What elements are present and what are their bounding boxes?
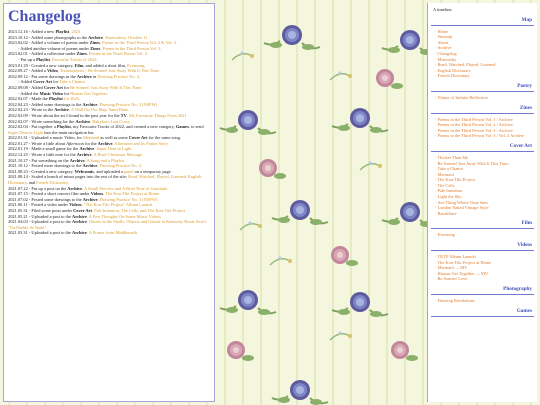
section-divider (431, 228, 534, 229)
entry-link[interactable]: , Pale Imitation, The Cells, and The Kon-Tiki Project. (91, 208, 187, 213)
sidebar-nav-link[interactable]: · Baudelaire (435, 210, 457, 216)
sidebar-nav-link[interactable]: · Take a Chance (435, 166, 464, 172)
changelog-entry (8, 174, 210, 185)
sidebar-section-title: Film (521, 220, 532, 227)
entry-link[interactable]: , Ghosts in the Shells: Objects and Ghosts in Kentucky Route Zero's "Un Pueblo de Nada". (8, 219, 207, 230)
entry-text: 2021.03.31 - Uploaded a post to the (8, 230, 73, 236)
entry-category: Cover Art (43, 84, 63, 90)
sidebar-section-title: Games (516, 307, 532, 314)
entry-link[interactable]: , Poems in the Third Person Vol. 3. (100, 45, 162, 51)
section-divider (431, 294, 534, 295)
entry-text: , and (26, 180, 37, 186)
entry-text: 2021.05.31 - Filed some posts under (8, 208, 74, 213)
entry-text: for (51, 79, 60, 85)
entry-category: Playlist (48, 96, 63, 102)
entry-category: Archive (82, 101, 98, 107)
sidebar-nav-link[interactable]: · Changelog (435, 50, 457, 56)
sidebar-nav-link[interactable]: · Poems in the Third Person Vol. 3 / Vol. 2 Archive (435, 133, 525, 139)
entry-link[interactable]: , A Few Thoughts On Some Music Videos. (86, 213, 162, 219)
entry-category: Video (47, 68, 58, 74)
sidebar-nav-link[interactable]: · Poems in the Third Person Vol. 3 / Archive (435, 127, 513, 133)
entry-link[interactable]: , Super Dent in Light. (94, 146, 133, 152)
sidebar-nav-link[interactable]: · Hasnae Get Together — MV (435, 270, 489, 276)
entry-text: for (62, 90, 71, 96)
section-divider (431, 316, 534, 317)
entry-text: 2021.07.15 - Posted a short concert film under (8, 191, 91, 197)
entry-text: 2021.05.21 - Uploaded a post to the (8, 213, 73, 219)
sidebar-nav-link[interactable]: · Mermaid — MV (435, 265, 468, 271)
entry-link[interactable]: , Poems in the Third Person Vol. 2 & Vol. 3. (99, 40, 178, 46)
entry-category: Music Video (39, 90, 63, 96)
section-divider (431, 25, 534, 26)
entry-category: TV (120, 112, 127, 118)
entry-text: , and added a short film, (83, 62, 128, 68)
entry-text: 2022.12.25 - Wrote a little note for the (8, 152, 77, 158)
entry-text: 2022.02.23 - Wrote in the (8, 107, 55, 113)
sidebar-nav-link[interactable]: · Poems in the Third Person Vol. 1 / Archive (435, 116, 513, 122)
entry-link[interactable]: French Dictionary. (36, 180, 70, 186)
entry-text: 2021.07.22 - Put up a post on the (8, 185, 68, 191)
sidebar-nav-link[interactable]: · Home (435, 28, 449, 34)
sidebar-nav-link[interactable]: · The Kon-Tiki Project (435, 177, 476, 183)
entry-text: on a temporary page. (133, 168, 172, 174)
entry-category: Archive (75, 118, 91, 124)
entry-category: Videos (69, 202, 82, 208)
entry-link[interactable]: , Drawing Practice No. 1 (NSFW). (97, 196, 159, 202)
entry-category: Archive (97, 140, 113, 146)
sidebar-nav-link[interactable]: · The Cells (435, 182, 455, 188)
entry-text: 2022.01.31 - Uploaded a music Video, for (8, 135, 84, 141)
changelog-entry (8, 219, 210, 230)
entry-text: for the (83, 140, 98, 146)
entry-link[interactable]: Mermaid (83, 135, 100, 141)
entry-text: 2021.04.03 - Uploaded a post to the (8, 219, 73, 225)
entry-text: 2022.09.27 - Added a (8, 68, 48, 74)
entry-category: Webcomic (74, 168, 95, 174)
entry-link[interactable]: Take a Chance. (59, 79, 87, 85)
sidebar-nav-link[interactable]: · Light the Sky (435, 194, 462, 200)
changelog-entry (8, 230, 210, 236)
entry-category: Zines (90, 45, 101, 51)
sidebar-nav-link[interactable]: · Sitemap (435, 34, 452, 40)
changelog-panel (3, 3, 215, 402)
section-divider (431, 113, 534, 114)
sidebar-section-title: Map (521, 16, 532, 23)
sidebar-section-title: Poetry (517, 82, 532, 89)
sidebar-nav-link[interactable]: · Archive (435, 45, 452, 51)
section-divider (431, 151, 534, 152)
entry-text: - Added (18, 79, 34, 85)
entry-category: Archive (82, 163, 98, 169)
entry-category: Archive (54, 107, 69, 113)
entry-link[interactable]: Read, Watched, Played, Listened, English Dictionary (8, 174, 202, 186)
sidebar-nav-link[interactable]: · Ace Thing Where Time Sam (435, 199, 488, 205)
entry-category: Archive (72, 219, 87, 225)
entry-link[interactable]: , Poems in the Third Person Vol. 2. (86, 51, 149, 57)
entry-link[interactable]: panel (124, 168, 134, 174)
entry-category: Archive (72, 230, 87, 236)
entry-text: 2022.04.23 - Added some drawings to the (8, 101, 83, 107)
sidebar-nav-link[interactable]: · Pale Imitation (435, 188, 463, 194)
entry-text: 2021.08.14 - Scaled a bunch of minor pages into the rest of the site; (8, 174, 128, 180)
entry-category: Zines (76, 51, 87, 57)
entry-category: Cover Art (73, 208, 92, 213)
sidebar-nav-link[interactable]: · Nature of Infinite Reflection (435, 94, 488, 100)
entry-category: Archive (76, 73, 92, 79)
section-divider (431, 91, 534, 92)
sidebar-nav-link[interactable]: · Drawing Revelations (435, 298, 475, 303)
entry-category: Archive (88, 34, 103, 40)
entry-text: 2023.12.16 - Added a new (8, 29, 56, 34)
entry-link[interactable]: Super Dent in Light (8, 129, 43, 135)
entry-link[interactable]: , Favourite Tracks of 2022. (49, 56, 98, 62)
entry-text: , my Favourite Tracks of 2022, and created a new category, (70, 124, 176, 130)
entry-link[interactable]: , My Favourite Things From 2021. (126, 112, 188, 118)
entry-text: , and uploaded a (94, 168, 125, 174)
sidebar-section-title: Videos (517, 242, 532, 249)
entry-text: - Put up a (18, 56, 37, 62)
entry-category: Film (74, 62, 84, 68)
entry-text: 2021.10.12 - Posted more drawings to the (8, 163, 83, 169)
sidebar-nav-link[interactable]: · London Naked Vintage Style (435, 205, 489, 211)
entry-text: - Added another volume of poems under (18, 45, 91, 51)
entry-link[interactable]: , A Song and a Playlist. (84, 157, 126, 163)
sidebar-nav-link[interactable]: · TKTP Album Launch (435, 254, 476, 260)
entry-text: 2022.02.07 - Wrote something for the (8, 118, 76, 124)
entry-text: 2022.09.12 - Put some drawings in the (8, 73, 77, 79)
entry-link[interactable]: , The Kon-Tiki Project at Home. (103, 191, 161, 197)
entry-category: Archive (67, 185, 83, 191)
entry-category: Videos (90, 191, 104, 197)
entry-text: 2023.01.29 - Created a new category, (8, 62, 75, 68)
entry-text: - Added the (18, 90, 40, 96)
entry-link[interactable]: Evensong. (127, 62, 146, 68)
sidebar-section-title: Cover Art (509, 142, 532, 149)
entry-category: Archive (69, 157, 85, 163)
entry-category: Zines (89, 40, 100, 46)
section-divider (431, 250, 534, 251)
sidebar-nav-link[interactable]: · The Kon-Tiki Project at Home (435, 259, 492, 265)
sidebar-navigation (427, 3, 537, 402)
entry-category: Cover Art (33, 79, 52, 85)
entry-text: 2022.01.19 - Made a small game for the (8, 146, 80, 152)
sidebar-nav-link[interactable]: · Evensong (435, 232, 455, 238)
entry-category: Games (175, 124, 189, 130)
entry-text: 2023.10.12 - Added some photographs to the (8, 34, 89, 40)
entry-link[interactable]: Drawing Practice No. 4. (97, 73, 140, 79)
page-title: Changelog (8, 8, 81, 25)
entry-emphasis: Afternoon (66, 140, 84, 146)
entry-category: Archive (82, 196, 98, 202)
changelog-entries (4, 29, 214, 236)
sidebar-nav-link[interactable]: · Mermaid (435, 171, 454, 177)
entry-link[interactable]: , Afternoon and its Frame Story. (112, 140, 169, 146)
entry-text: 2021.08.23 - Created a new category, (8, 168, 75, 174)
sidebar-section-title: Photography (503, 286, 532, 292)
sidebar-nav-link[interactable]: · English Dictionary (435, 67, 471, 73)
entry-text: 2022.02.09 - Wrote about the art I found in the past year for the (8, 112, 121, 118)
entry-link[interactable]: , Tomoonsseux - Be Sonnet! Just Away With It This Time. (57, 68, 160, 74)
sidebar-nav-link[interactable]: · Be Sonnet! Just Away With It This Time (435, 160, 509, 166)
sidebar-nav-link[interactable]: · Be Sonnet! Love (435, 276, 468, 282)
entry-text: for (62, 84, 71, 90)
entry-link[interactable]: , 2023 (69, 29, 81, 34)
sidebar-nav-link[interactable]: · Musicality (435, 56, 457, 62)
entry-link[interactable]: , A Brief Christmas Message. (91, 152, 144, 158)
sidebar-intro: A timeline. (433, 7, 453, 12)
entry-text: 2021.07.02 - Posted some drawings to the (8, 196, 83, 202)
entry-link[interactable]: , Drawing Practice No. 2. (97, 163, 143, 169)
sidebar-section-title: Zines (519, 104, 532, 111)
entry-link[interactable]: , Drawing Practice No. 3 (NSFW). (97, 101, 159, 107)
entry-text: 2021.06.11 - Posted a video under (8, 202, 70, 208)
entry-link[interactable]: Be Sonnet! Just Away With It This Time. (70, 84, 143, 90)
entry-category: Archive (76, 152, 92, 158)
entry-text: into the main navigation bar. (43, 129, 95, 135)
entry-category: Playlist (55, 29, 70, 34)
sidebar-nav-link[interactable]: · About (435, 39, 449, 45)
sidebar-sections (431, 17, 534, 317)
entry-text: , to send (188, 124, 204, 130)
sidebar-nav-link[interactable]: · Thicker Than Me (435, 154, 469, 160)
entry-text: 2022.09.08 - Added (8, 84, 44, 90)
entry-category: Playlist (36, 56, 50, 62)
entry-text: 2021.10.27 - Put something on the (8, 157, 70, 163)
entry-link[interactable]: Hasnae Get Together. (70, 90, 108, 96)
entry-text: in (91, 73, 98, 79)
changelog-entry (8, 124, 210, 135)
entry-text: 2023.02.01 - Added a collection under (8, 51, 77, 57)
entry-category: Archive (72, 213, 87, 219)
entry-link[interactable]: for 2023. (62, 96, 81, 102)
entry-link[interactable]: , A Small Preview and A Brief Note of Gratitude. (82, 185, 169, 191)
entry-link[interactable]: , A Primer from Middleearth. (86, 230, 139, 236)
entry-link[interactable]: , "The Kon-Tiki Project" Album Launch. (81, 202, 154, 208)
entry-link[interactable]: , Shrewsbury, October 11. (102, 34, 149, 40)
entry-category: Cover Art (128, 135, 148, 141)
entry-link[interactable]: , A Wall On The Map, Sand Dune. (69, 107, 130, 113)
entry-text: as well as some (99, 135, 129, 141)
entry-text: 2022.01.27 - Wrote a little about (8, 140, 67, 146)
sidebar-nav-link[interactable]: · French Dictionary (435, 73, 470, 79)
sidebar-nav-link[interactable]: · Poems in the Third Person Vol. 2 / Archive (435, 122, 513, 128)
entry-text: 2023.02.02 - Added a volume of poems under (8, 40, 90, 46)
entry-text: for the same song. (147, 135, 181, 141)
entry-category: Archive (79, 146, 95, 152)
sidebar-nav-link[interactable]: · Read, Watched, Played, Listened (435, 62, 496, 68)
entry-category: Playlist (56, 124, 71, 130)
entry-text: 2022.02.04 - Put together a (8, 124, 57, 130)
entry-link[interactable]: , Babylon's Last Cross. (90, 118, 131, 124)
entry-text: 2022.02.07 - Made the (8, 96, 49, 102)
